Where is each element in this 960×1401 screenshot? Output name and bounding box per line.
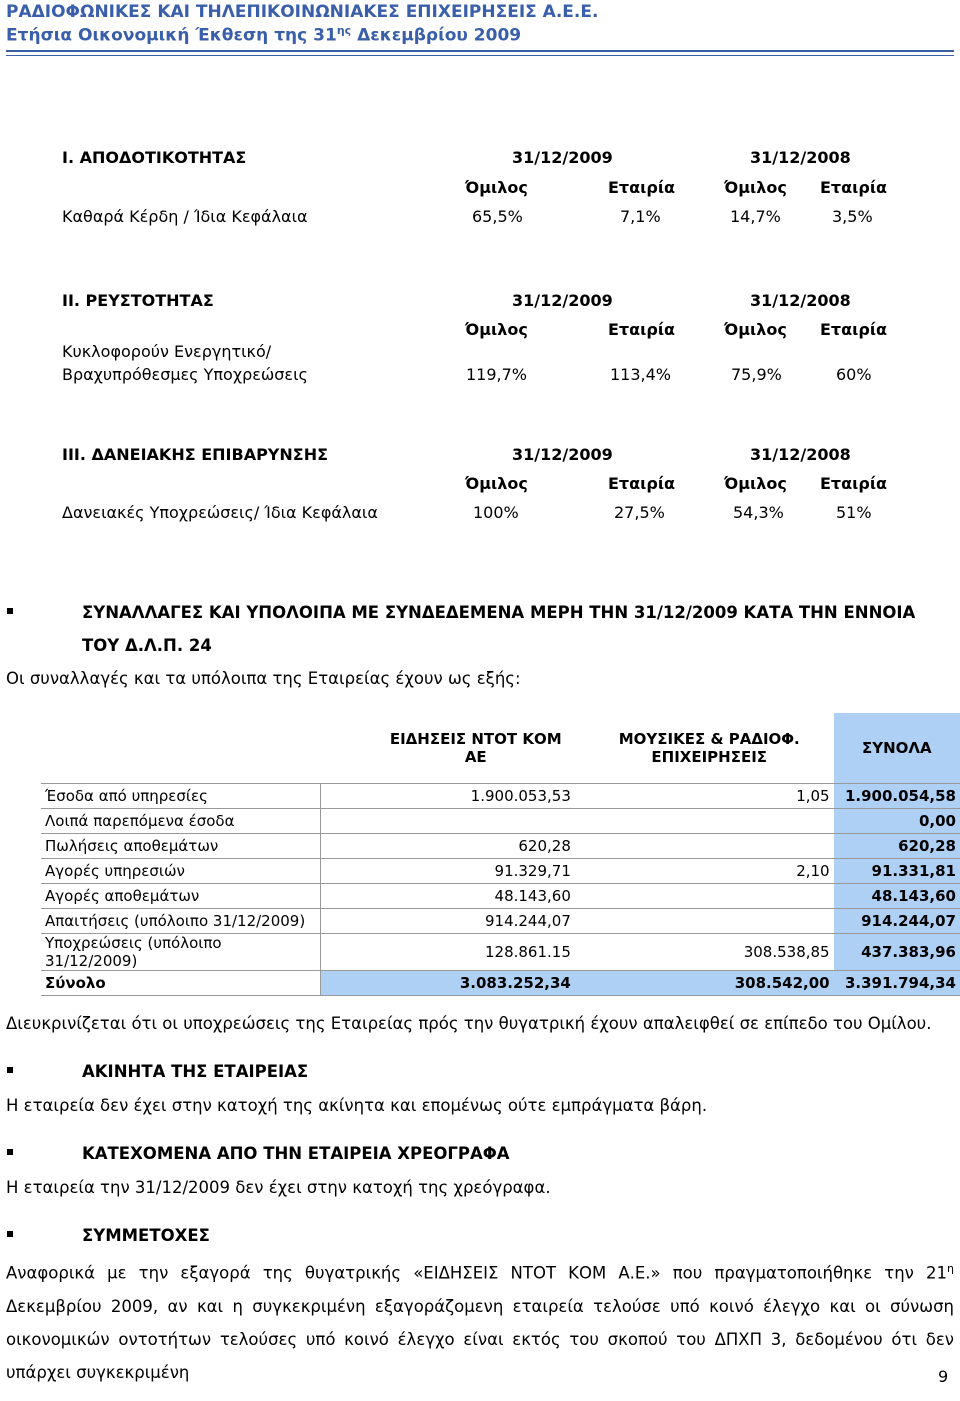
cell-total: 620,28 — [834, 834, 960, 859]
ratio-value: 65,5% — [472, 207, 523, 226]
cell-value — [575, 884, 834, 909]
ratio-value: 27,5% — [614, 503, 665, 522]
section-text: Η εταιρεία δεν έχει στην κατοχή της ακίνητα και επομένως ούτε εμπράγματα βάρη. — [6, 1096, 708, 1115]
table-row — [41, 859, 960, 884]
column-header: ΕΙΔΗΣΕΙΣ ΝΤΟΤ ΚΟΜ ΑΕ — [321, 713, 575, 784]
cell-total: 437.383,96 — [834, 934, 960, 971]
cell-value: 1,05 — [575, 784, 834, 809]
ratio-label: Καθαρά Κέρδη / Ίδια Κεφάλαια — [62, 207, 308, 226]
ratio-value: 51% — [836, 503, 872, 522]
col-company-2008: Εταιρία — [820, 178, 888, 197]
col-group-2009: Όμιλος — [465, 474, 528, 493]
col-group-2008: Όμιλος — [724, 178, 787, 197]
section-text: Η εταιρεία την 31/12/2009 δεν έχει στην κατοχή της χρεόγραφα. — [6, 1178, 551, 1197]
transactions-heading: ΣΥΝΑΛΛΑΓΕΣ ΚΑΙ ΥΠΟΛΟΙΠΑ ΜΕ ΣΥΝΔΕΔΕΜΕΝΑ ΜΕΡΗ ΤΗΝ 31/12/2009 ΚΑΤΑ ΤΗΝ ΕΝΝΟΙΑ — [82, 603, 916, 622]
section-title: Ι. ΑΠΟΔΟΤΙΚΟΤΗΤΑΣ — [62, 148, 247, 167]
section-heading-participations: ΣΥΜΜΕΤΟΧΕΣ — [82, 1226, 210, 1245]
col-company-2009: Εταιρία — [608, 320, 676, 339]
row-label: Λοιπά παρεπόμενα έσοδα — [41, 809, 321, 834]
section-title: ΙΙ. ΡΕΥΣΤΟΤΗΤΑΣ — [62, 291, 214, 310]
ratio-value: 75,9% — [731, 365, 782, 384]
bullet-icon — [7, 1231, 13, 1237]
bullet-icon — [7, 608, 13, 614]
cell-value — [575, 909, 834, 934]
header-empty-cell — [41, 713, 321, 784]
col-company-2008: Εταιρία — [820, 320, 888, 339]
ratio-value: 3,5% — [832, 207, 873, 226]
cell-total: 91.331,81 — [834, 859, 960, 884]
table-row — [41, 834, 960, 859]
table-row — [41, 884, 960, 909]
date-2008: 31/12/2008 — [750, 445, 851, 464]
ratio-label: Βραχυπρόθεσμες Υποχρεώσεις — [62, 365, 308, 384]
col-group-2009: Όμιλος — [465, 178, 528, 197]
ratio-value: 7,1% — [620, 207, 661, 226]
table-sum-row — [41, 971, 960, 996]
cell-value: 914.244,07 — [321, 909, 575, 934]
sum-label: Σύνολο — [41, 971, 321, 996]
row-label: Έσοδα από υπηρεσίες — [41, 784, 321, 809]
header-rule-thin — [6, 55, 954, 56]
cell-value: 91.329,71 — [321, 859, 575, 884]
date-2009: 31/12/2009 — [512, 291, 613, 310]
ratio-value: 100% — [473, 503, 519, 522]
cell-total: 0,00 — [834, 809, 960, 834]
report-title: Ετήσια Οικονομική Έκθεση της $31^{\eta\varsigma}$ Δεκεμβρίου 2009 — [6, 24, 522, 46]
cell-value: 48.143,60 — [321, 884, 575, 909]
col-company-2009: Εταιρία — [608, 474, 676, 493]
date-2009: 31/12/2009 — [512, 148, 613, 167]
section-title: ΙΙΙ. ΔΑΝΕΙΑΚΗΣ ΕΠΙΒΑΡΥΝΣΗΣ — [62, 445, 329, 464]
date-2009: 31/12/2009 — [512, 445, 613, 464]
col-group-2008: Όμιλος — [724, 474, 787, 493]
cell-value: 308.538,85 — [575, 934, 834, 971]
transactions-note: Διευκρινίζεται ότι οι υποχρεώσεις της Εταιρείας πρός την θυγατρική έχουν απαλειφθεί σε επίπεδο του Ομίλου. — [6, 1014, 932, 1033]
participations-paragraph: Αναφορικά με την εξαγορά της θυγατρικής «ΕΙΔΗΣΕΙΣ ΝΤΟΤ ΚΟΜ Α.Ε.» που πραγματοποιήθηκε την $21^\eta$ Δεκεμβρίου 2009, αν και η συγκεκριμένη εξαγοράζομενη εταιρεία τελούσε υπό κοινό έλεγχο και οι σύνωση οικονομικών οντοτήτων τελούσες υπό κοινό έλεγχο είναι εκτός του σκοπού του ΔΠΧΠ 3, δεδομένου ότι δεν υπάρχει συγκεκριμένη — [6, 1262, 954, 1382]
cell-value: 620,28 — [321, 834, 575, 859]
table-row — [41, 909, 960, 934]
sum-value: 3.083.252,34 — [321, 971, 575, 996]
table-header-row — [41, 713, 960, 784]
row-label: Υποχρεώσεις (υπόλοιπο 31/12/2009) — [41, 934, 321, 971]
section-heading-securities: ΚΑΤΕΧΟΜΕΝΑ ΑΠΟ ΤΗΝ ΕΤΑΙΡΕΙΑ ΧΡΕΟΓΡΑΦΑ — [82, 1144, 510, 1163]
page-number: 9 — [938, 1367, 949, 1386]
sum-value: 308.542,00 — [575, 971, 834, 996]
transactions-intro: Οι συναλλαγές και τα υπόλοιπα της Εταιρείας έχουν ως εξής: — [6, 669, 521, 688]
ratio-value: 60% — [836, 365, 872, 384]
bullet-icon — [7, 1067, 13, 1073]
ratio-value: 54,3% — [733, 503, 784, 522]
section-heading-real-estate: ΑΚΙΝΗΤΑ ΤΗΣ ΕΤΑΙΡΕΙΑΣ — [82, 1062, 309, 1081]
column-header: ΜΟΥΣΙΚΕΣ & ΡΑΔΙΟΦ. ΕΠΙΧΕΙΡΗΣΕΙΣ — [575, 713, 834, 784]
cell-value: 2,10 — [575, 859, 834, 884]
company-name: ΡΑΔΙΟΦΩΝΙΚΕΣ ΚΑΙ ΤΗΛΕΠΙΚΟΙΝΩΝΙΑΚΕΣ ΕΠΙΧΕΙΡΗΣΕΙΣ Α.Ε.Ε. — [6, 2, 599, 22]
header-rule — [6, 50, 954, 52]
row-label: Πωλήσεις αποθεμάτων — [41, 834, 321, 859]
ratio-value: 113,4% — [610, 365, 672, 384]
ratio-label: Δανειακές Υποχρεώσεις/ Ίδια Κεφάλαια — [62, 503, 378, 522]
cell-value: 128.861.15 — [321, 934, 575, 971]
col-group-2008: Όμιλος — [724, 320, 787, 339]
ratio-value: 119,7% — [466, 365, 528, 384]
col-company-2008: Εταιρία — [820, 474, 888, 493]
column-header-totals: ΣΥΝΟΛΑ — [834, 713, 960, 784]
cell-value: 1.900.053,53 — [321, 784, 575, 809]
date-2008: 31/12/2008 — [750, 148, 851, 167]
date-2008: 31/12/2008 — [750, 291, 851, 310]
row-label: Αγορές υπηρεσιών — [41, 859, 321, 884]
cell-total: 48.143,60 — [834, 884, 960, 909]
cell-value — [575, 834, 834, 859]
ratio-label-line1: Κυκλοφορούν Ενεργητικό/ — [62, 342, 272, 361]
bullet-icon — [7, 1149, 13, 1155]
sum-total: 3.391.794,34 — [834, 971, 960, 996]
cell-value — [321, 809, 575, 834]
cell-total: 1.900.054,58 — [834, 784, 960, 809]
transactions-heading-line2: ΤΟΥ Δ.Λ.Π. 24 — [82, 636, 212, 655]
table-row — [41, 809, 960, 834]
ratio-value: 14,7% — [730, 207, 781, 226]
row-label: Απαιτήσεις (υπόλοιπο 31/12/2009) — [41, 909, 321, 934]
transactions-table — [41, 713, 960, 996]
table-row — [41, 934, 960, 971]
row-label: Αγορές αποθεμάτων — [41, 884, 321, 909]
cell-value — [575, 809, 834, 834]
cell-total: 914.244,07 — [834, 909, 960, 934]
table-row — [41, 784, 960, 809]
col-company-2009: Εταιρία — [608, 178, 676, 197]
col-group-2009: Όμιλος — [465, 320, 528, 339]
